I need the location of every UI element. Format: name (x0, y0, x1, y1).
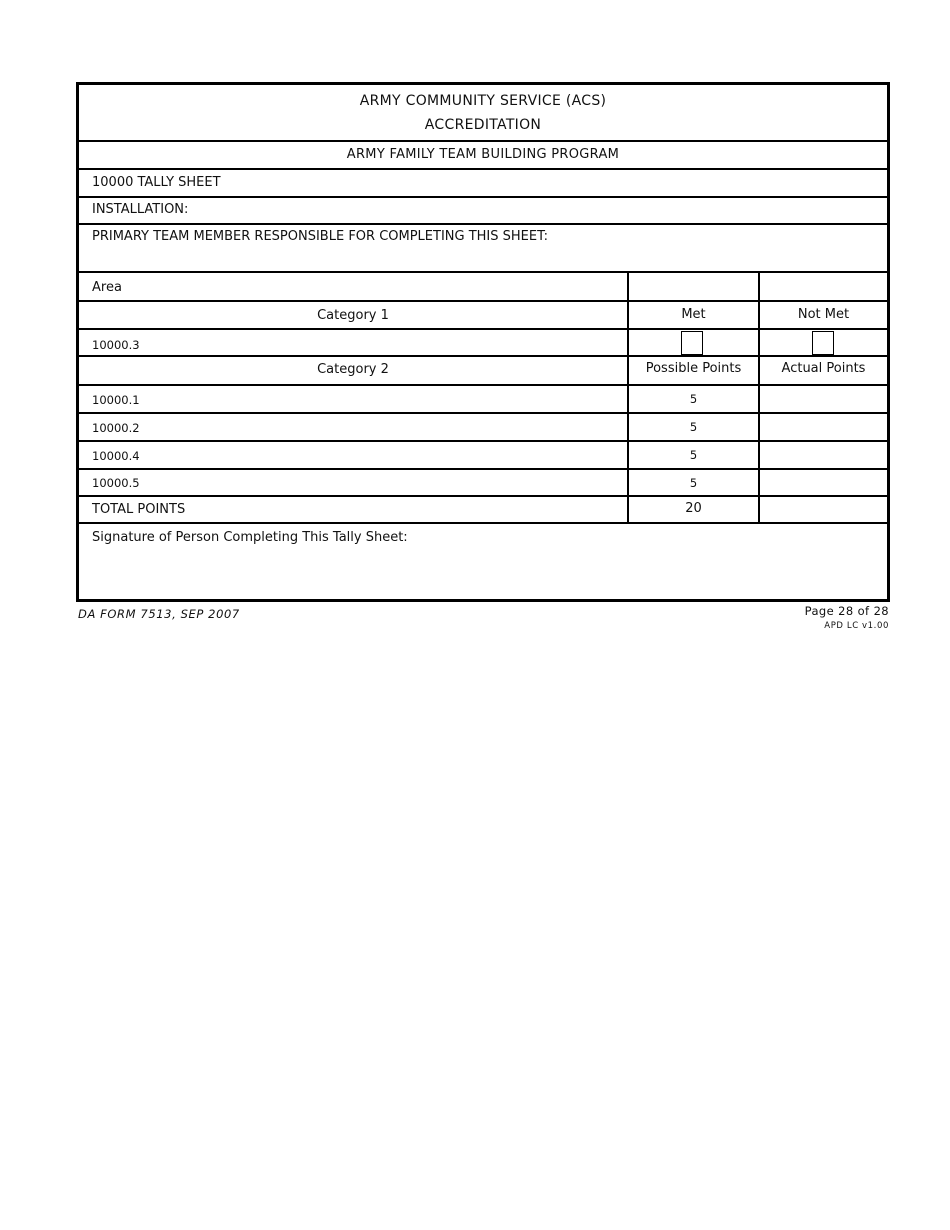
primary-member-field[interactable]: PRIMARY TEAM MEMBER RESPONSIBLE FOR COMPLETING THIS SHEET: (92, 229, 549, 244)
divider (79, 440, 887, 442)
total-points-label: TOTAL POINTS (92, 502, 186, 517)
divider (79, 168, 887, 170)
divider (79, 384, 887, 386)
item-10000-3: 10000.3 (92, 338, 140, 352)
area-label: Area (92, 280, 122, 295)
possible-points-value: 5 (689, 392, 698, 406)
version-label: APD LC v1.00 (824, 621, 889, 631)
category1-label: Category 1 (317, 308, 389, 323)
form-title-line1: ARMY COMMUNITY SERVICE (ACS) (359, 93, 607, 109)
tally-sheet-label: 10000 TALLY SHEET (92, 175, 221, 190)
divider (79, 271, 887, 273)
signature-field[interactable]: Signature of Person Completing This Tally Sheet: (92, 530, 408, 545)
possible-points-value: 5 (689, 448, 698, 462)
divider (79, 140, 887, 142)
category2-label: Category 2 (317, 362, 389, 377)
met-checkbox[interactable] (681, 331, 703, 355)
possible-points-header: Possible Points (645, 361, 742, 376)
form-id: DA FORM 7513, SEP 2007 (78, 607, 240, 621)
divider (79, 223, 887, 225)
divider (79, 522, 887, 524)
table-row-id: 10000.1 (92, 393, 140, 407)
actual-points-header: Actual Points (781, 361, 866, 376)
divider (79, 196, 887, 198)
tally-sheet-form (76, 82, 890, 602)
possible-points-value: 5 (689, 420, 698, 434)
not-met-checkbox[interactable] (812, 331, 834, 355)
installation-field[interactable]: INSTALLATION: (92, 202, 189, 217)
possible-points-value: 5 (689, 476, 698, 490)
divider (79, 328, 887, 330)
divider (79, 412, 887, 414)
divider (79, 300, 887, 302)
met-column-header: Met (681, 307, 706, 322)
total-possible-value: 20 (685, 501, 702, 516)
not-met-column-header: Not Met (797, 307, 850, 322)
table-row-id: 10000.2 (92, 421, 140, 435)
table-row-id: 10000.4 (92, 449, 140, 463)
program-title: ARMY FAMILY TEAM BUILDING PROGRAM (346, 147, 620, 162)
divider (79, 468, 887, 470)
divider (79, 355, 887, 357)
page-number: Page 28 of 28 (804, 604, 889, 618)
form-title-line2: ACCREDITATION (424, 117, 542, 133)
divider (79, 495, 887, 497)
table-row-id: 10000.5 (92, 476, 140, 490)
